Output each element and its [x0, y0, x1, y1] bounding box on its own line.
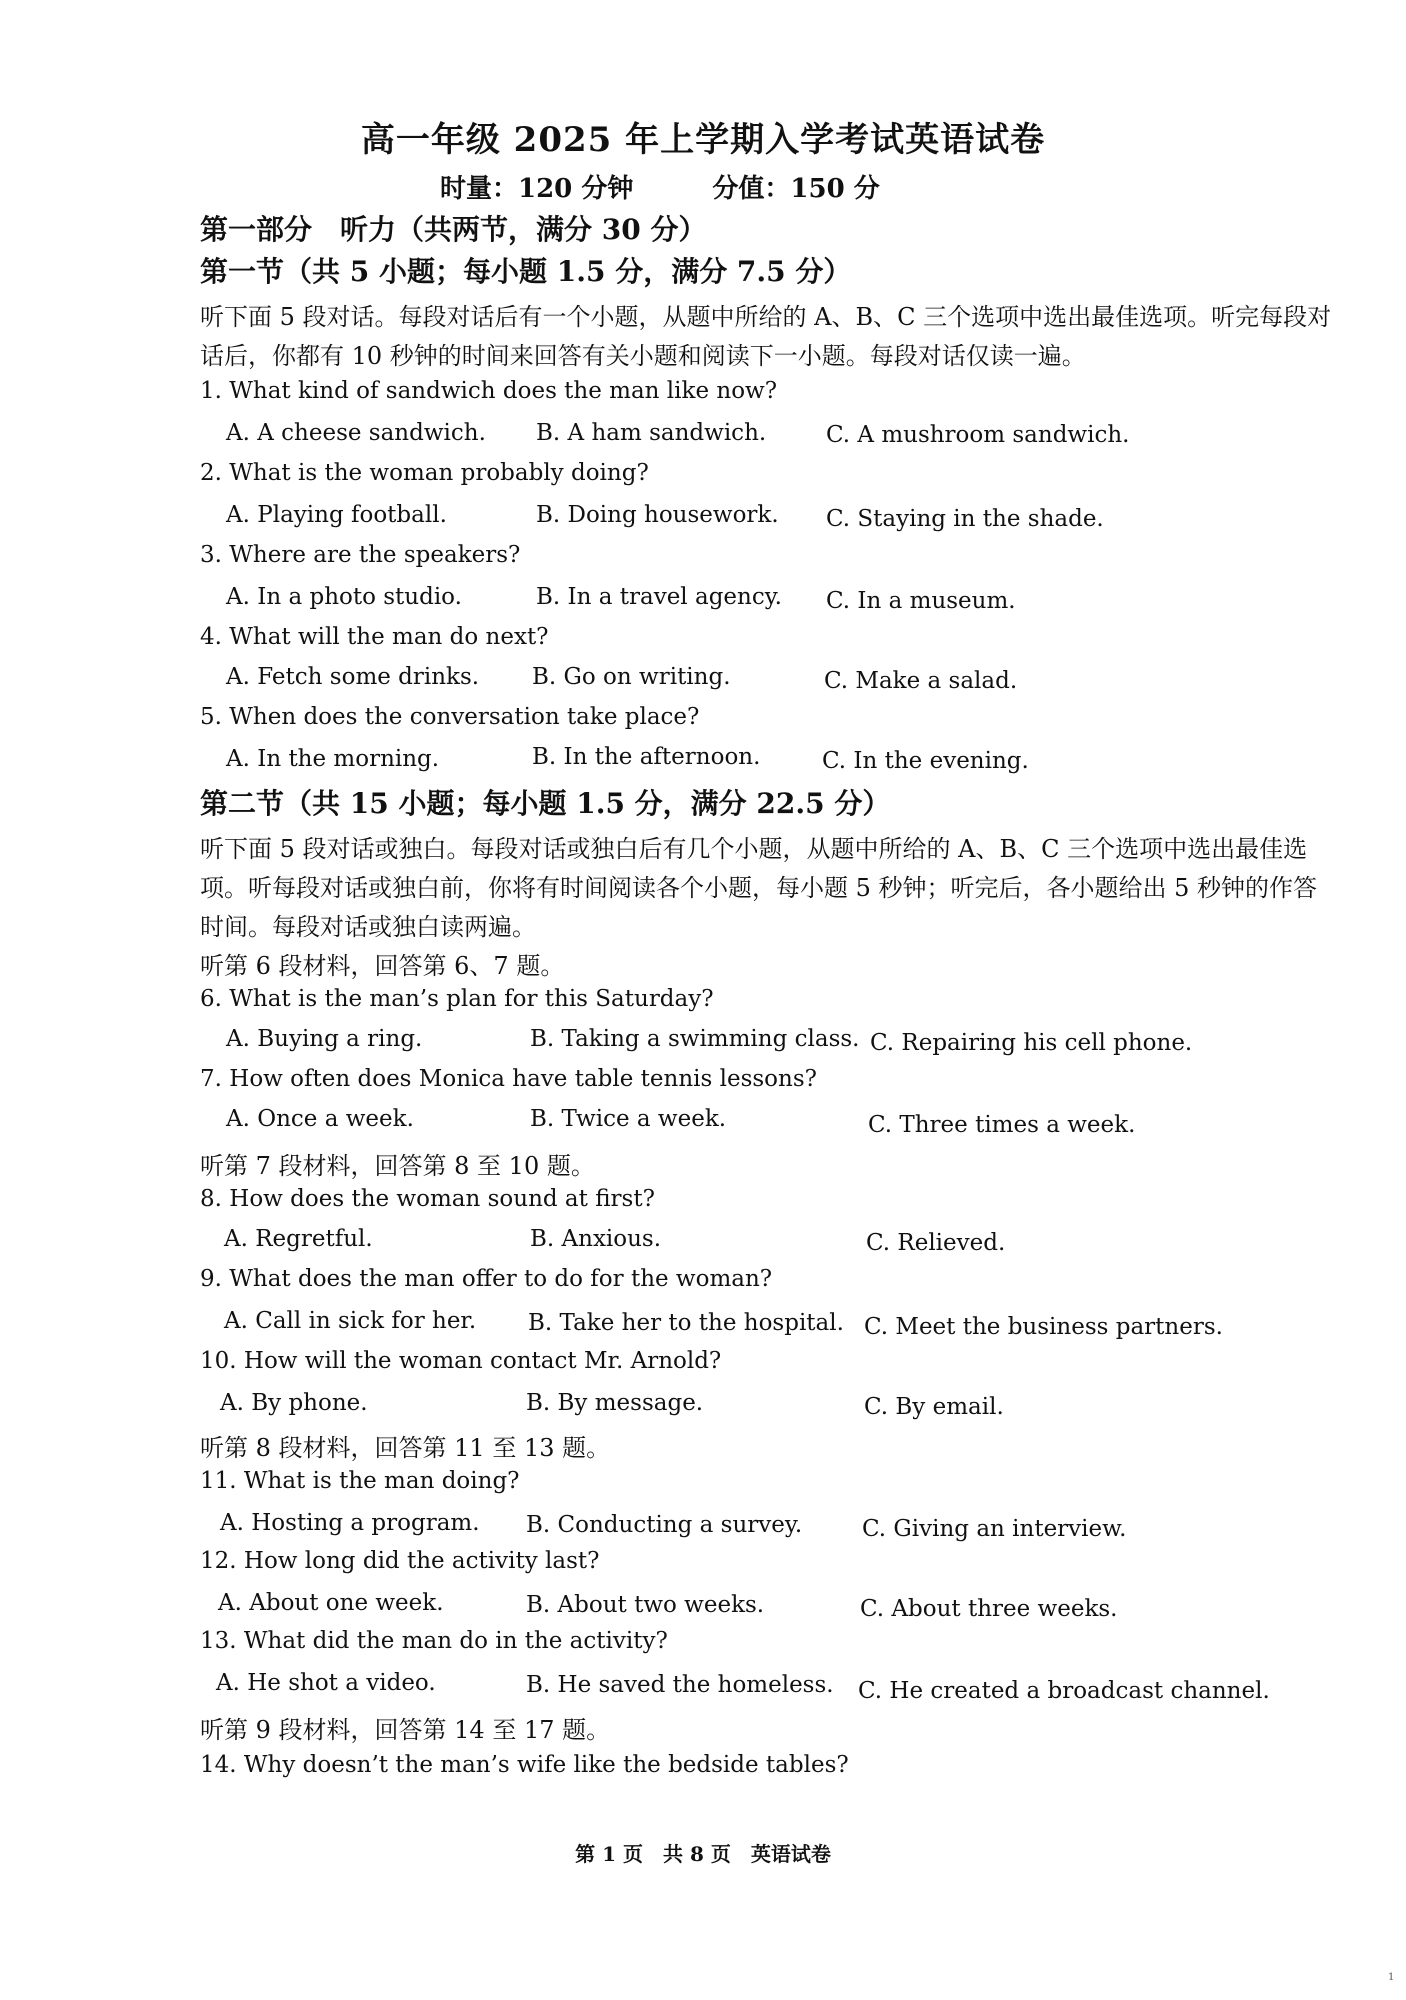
- question-stem: 3. Where are the speakers?: [200, 542, 521, 568]
- question-stem: 6. What is the man’s plan for this Saturday?: [200, 986, 714, 1012]
- option-c: C. Three times a week.: [868, 1112, 1136, 1138]
- question-stem: 8. How does the woman sound at first?: [200, 1186, 655, 1212]
- instruction-line: 项。听每段对话或独白前，你将有时间阅读各个小题，每小题 5 秒钟；听完后，各小题给出 5 秒钟的作答: [200, 874, 1318, 902]
- option-c: C. Relieved.: [866, 1230, 1006, 1256]
- instruction-line: 时间。每段对话或独白读两遍。: [200, 913, 536, 941]
- option-c: C. About three weeks.: [860, 1596, 1118, 1622]
- option-b: B. In a travel agency.: [536, 584, 782, 610]
- option-a: A. About one week.: [218, 1590, 444, 1616]
- material-lead: 听第 7 段材料，回答第 8 至 10 题。: [200, 1152, 595, 1180]
- section2-heading: 第二节（共 15 小题；每小题 1.5 分，满分 22.5 分）: [200, 787, 891, 820]
- option-b: B. Taking a swimming class.: [530, 1026, 860, 1052]
- option-c: C. In a museum.: [826, 588, 1016, 614]
- option-a: A. Fetch some drinks.: [226, 664, 480, 690]
- section1-heading: 第一节（共 5 小题；每小题 1.5 分，满分 7.5 分）: [200, 255, 852, 288]
- section1-instructions: [200, 298, 1340, 376]
- question-stem: 2. What is the woman probably doing?: [200, 460, 649, 486]
- option-a: A. By phone.: [220, 1390, 368, 1416]
- material-lead: 听第 8 段材料，回答第 11 至 13 题。: [200, 1434, 611, 1462]
- option-a: A. Buying a ring.: [226, 1026, 423, 1052]
- material-lead: 听第 6 段材料，回答第 6、7 题。: [200, 952, 565, 980]
- option-a: A. Hosting a program.: [220, 1510, 480, 1536]
- exam-meta: [440, 168, 950, 205]
- instruction-line: 话后，你都有 10 秒钟的时间来回答有关小题和阅读下一小题。每段对话仅读一遍。: [200, 342, 1086, 370]
- option-b: B. He saved the homeless.: [526, 1672, 834, 1698]
- option-c: C. In the evening.: [822, 748, 1029, 774]
- option-b: B. A ham sandwich.: [536, 420, 767, 446]
- option-c: C. By email.: [864, 1394, 1004, 1420]
- option-c: C. Staying in the shade.: [826, 506, 1104, 532]
- time-limit: 时量：120 分钟: [440, 174, 634, 204]
- question-stem: 12. How long did the activity last?: [200, 1548, 600, 1574]
- question-stem: 10. How will the woman contact Mr. Arnold?: [200, 1348, 722, 1374]
- exam-title: 高一年级 2025 年上学期入学考试英语试卷: [360, 120, 1046, 160]
- instruction-line: 听下面 5 段对话或独白。每段对话或独白后有几个小题，从题中所给的 A、B、C 三个选项中选出最佳选: [200, 835, 1308, 863]
- instruction-line: 听下面 5 段对话。每段对话后有一个小题，从题中所给的 A、B、C 三个选项中选出最佳选项。听完每段对: [200, 303, 1332, 331]
- option-a: A. In the morning.: [226, 746, 440, 772]
- option-b: B. Twice a week.: [530, 1106, 727, 1132]
- option-a: A. Regretful.: [224, 1226, 373, 1252]
- question-stem: 4. What will the man do next?: [200, 624, 549, 650]
- option-a: A. In a photo studio.: [226, 584, 462, 610]
- total-score: 分值：150 分: [712, 174, 880, 204]
- option-c: C. Giving an interview.: [862, 1516, 1127, 1542]
- question-stem: 11. What is the man doing?: [200, 1468, 520, 1494]
- section2-instructions: [200, 830, 1340, 947]
- option-a: A. Once a week.: [226, 1106, 414, 1132]
- option-b: B. Go on writing.: [532, 664, 731, 690]
- question-stem: 13. What did the man do in the activity?: [200, 1628, 668, 1654]
- option-c: C. Meet the business partners.: [864, 1314, 1223, 1340]
- option-b: B. About two weeks.: [526, 1592, 765, 1618]
- option-a: A. He shot a video.: [216, 1670, 436, 1696]
- option-b: B. Take her to the hospital.: [528, 1310, 844, 1336]
- option-b: B. By message.: [526, 1390, 704, 1416]
- page-footer: 第 1 页 共 8 页 英语试卷: [575, 1842, 831, 1866]
- option-c: C. He created a broadcast channel.: [858, 1678, 1270, 1704]
- page-corner-mark: 1: [1388, 1972, 1395, 1983]
- option-b: B. Conducting a survey.: [526, 1512, 803, 1538]
- material-lead: 听第 9 段材料，回答第 14 至 17 题。: [200, 1716, 611, 1744]
- question-stem: 1. What kind of sandwich does the man like now?: [200, 378, 778, 404]
- option-b: B. Doing housework.: [536, 502, 779, 528]
- question-stem: 5. When does the conversation take place?: [200, 704, 700, 730]
- option-c: C. Repairing his cell phone.: [870, 1030, 1193, 1056]
- option-c: C. A mushroom sandwich.: [826, 422, 1130, 448]
- question-stem: 7. How often does Monica have table tennis lessons?: [200, 1066, 817, 1092]
- part1-heading: 第一部分 听力（共两节，满分 30 分）: [200, 213, 707, 246]
- option-c: C. Make a salad.: [824, 668, 1018, 694]
- option-b: B. Anxious.: [530, 1226, 662, 1252]
- question-stem: 9. What does the man offer to do for the woman?: [200, 1266, 773, 1292]
- option-a: A. Call in sick for her.: [224, 1308, 477, 1334]
- option-b: B. In the afternoon.: [532, 744, 761, 770]
- option-a: A. A cheese sandwich.: [226, 420, 486, 446]
- question-stem: 14. Why doesn’t the man’s wife like the bedside tables?: [200, 1752, 849, 1778]
- option-a: A. Playing football.: [226, 502, 447, 528]
